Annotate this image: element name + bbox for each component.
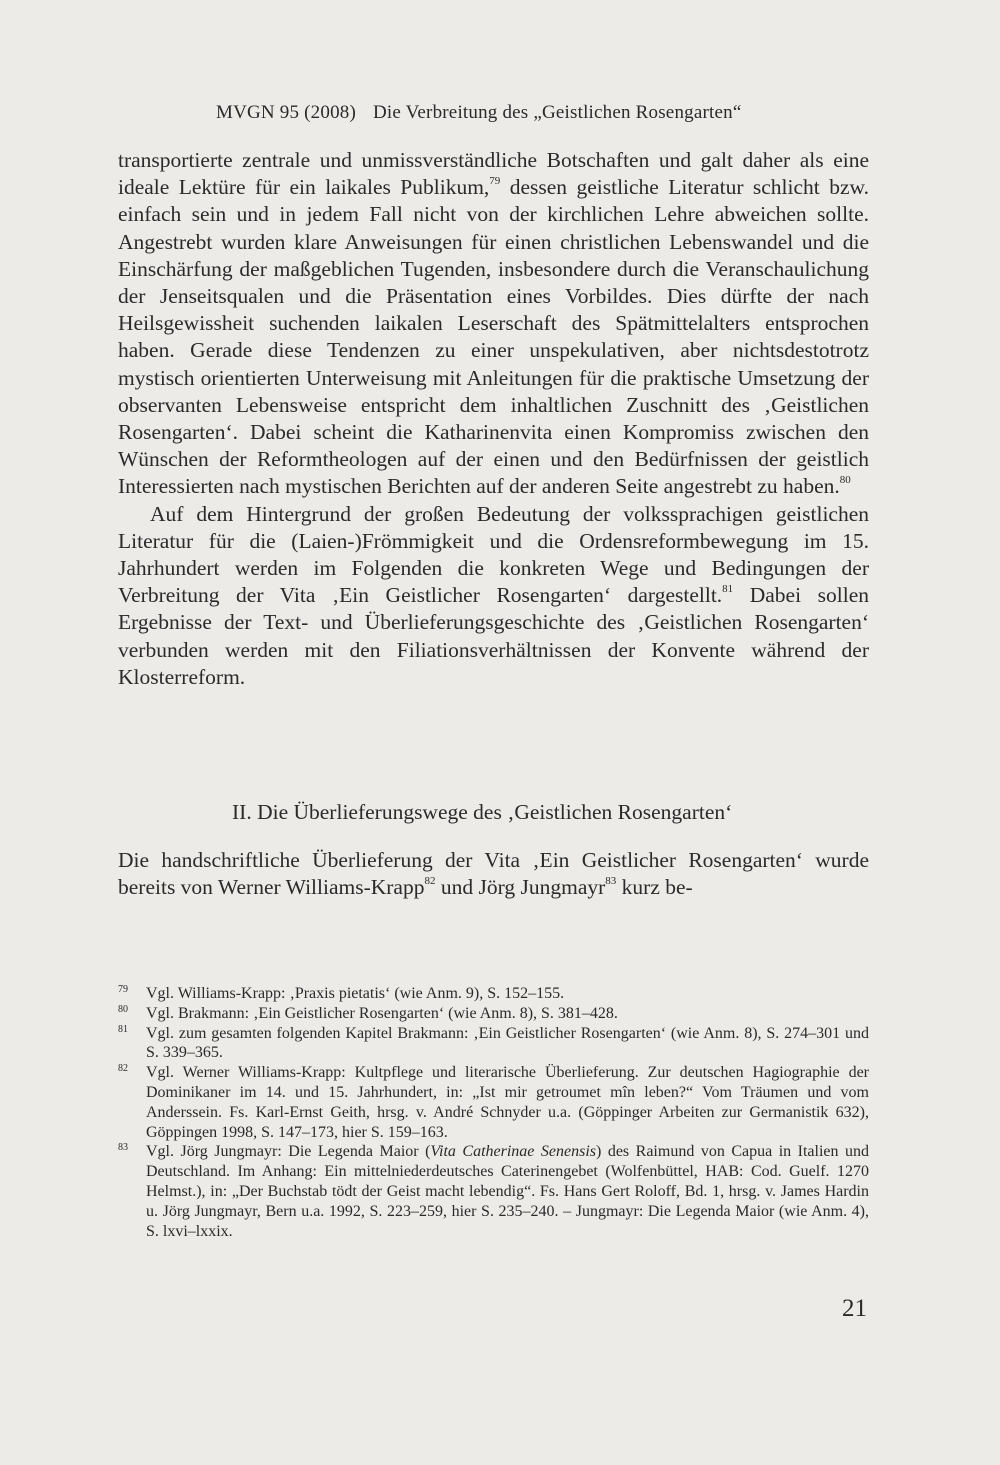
footnote-text: ) des Raimund von Capua in Italien und Deutschland. Im Anhang: Ein mittelniederdeutsches Caterinengebet (Wolfenbüttel, HAB: Cod. Guelf. 1270 Helmst.), in: „Der Buchstab tödt der Geist macht lebendig“. Fs. Hans Gert Roloff, Bd. 1, hrsg. v. James Hardin u. Jörg Jungmayr, Bern u.a. 1992, S. 223–259, hier S. 235–240. – Jungmayr: Die Legenda Maior (wie Anm. 4), S. lxvi–lxxix. — [146, 1143, 870, 1240]
text-segment: dessen geistliche Literatur schlicht bzw. einfach sein und in jedem Fall nicht von der kirchlichen Lehre abweichen sollte. Angestrebt wurden klare Anweisungen für einen christlichen Lebenswandel und die Einschärfung der maßgeblichen Tugenden, insbesondere durch die Veranschaulichung der Jenseitsqualen und die Präsentation eines Vorbildes. Dies dürfte der nach Heilsgewissheit suchenden laikalen Leserschaft des Spätmittelalters entsprochen haben. Gerade diese Tendenzen zu einer unspekulativen, aber nichtsdestotrotz mystisch orientierten Unterweisung mit Anleitungen für die praktische Umsetzung der observanten Lebensweise entspricht dem inhaltlichen Zuschnitt des ‚Geistlichen Rosengarten‘. Dabei scheint die Katharinenvita einen Kompromiss zwischen den Wünschen der Reformtheologen auf der einen und den Bedürfnissen der geistlich Interessierten nach mystischen Berichten auf der anderen Seite angestrebt zu haben. — [118, 175, 869, 499]
footnote — [118, 1024, 869, 1064]
text-segment: und Jörg Jungmayr — [435, 875, 606, 900]
footnote-ref[interactable]: 83 — [605, 875, 617, 888]
footnote-ref[interactable]: 82 — [424, 875, 436, 888]
paragraph — [118, 501, 869, 691]
footnote-number: 80 — [118, 1003, 128, 1015]
paragraph — [118, 147, 869, 501]
text-segment: Dabei sollen Ergebnisse der Text- und Überlieferungsgeschichte des ‚Geistlichen Rosengarten‘ verbunden werden mit den Filiationsverhältnissen der Konvente während der Klosterreform. — [118, 583, 869, 689]
footnote-ref[interactable]: 79 — [489, 175, 501, 188]
footnote-ref[interactable]: 80 — [839, 474, 851, 487]
footnote-italic-title: Vita Catherinae Senensis — [430, 1143, 596, 1161]
footnote-text: Vgl. Williams-Krapp: ‚Praxis pietatis‘ (wie Anm. 9), S. 152–155. — [146, 985, 565, 1002]
footnote — [118, 1004, 869, 1024]
footnote — [118, 1063, 869, 1142]
footnote-text: Vgl. Brakmann: ‚Ein Geistlicher Rosengarten‘ (wie Anm. 8), S. 381–428. — [146, 1004, 618, 1022]
running-title: Die Verbreitung des „Geistlichen Rosengarten“ — [372, 102, 742, 123]
running-head — [216, 102, 741, 124]
footnote — [118, 984, 869, 1004]
text-segment: transportierte zentrale und unmissverständliche Botschaften und galt daher als eine ideale Lektüre für ein laikales Publikum, — [118, 148, 869, 200]
footnote-number: 81 — [118, 1023, 128, 1035]
text-segment: Auf dem Hintergrund der großen Bedeutung der volkssprachigen geistlichen Literatur für die (Laien-)Frömmigkeit und die Ordensreformbewegung im 15. Jahrhundert werden im Folgenden die konkreten Wege und Bedingungen der Verbreitung der Vita ‚Ein Geistlicher Rosengarten‘ dargestellt. — [118, 501, 869, 608]
text-segment: Die handschriftliche Überlieferung der Vita ‚Ein Geistlicher Rosengarten‘ wurde bereits von Werner Williams-Krapp — [118, 848, 869, 900]
footnote-ref[interactable]: 81 — [722, 583, 734, 596]
page-number: 21 — [842, 1295, 867, 1322]
footnote-number: 82 — [118, 1063, 128, 1075]
footnote-number: 83 — [118, 1142, 128, 1154]
paragraph — [118, 847, 869, 901]
footnote-text: Vgl. Jörg Jungmayr: Die Legenda Maior ( — [146, 1143, 431, 1161]
footnote-number: 79 — [118, 984, 128, 995]
footnote-text: Vgl. Werner Williams-Krapp: Kultpflege und literarische Überlieferung. Zur deutschen Hagiographie der Dominikaner im 14. und 15. Jahrhundert, in: „Ist mir getroumet mîn leben?“ Vom Träumen und vom Anderssein. Fs. Karl-Ernst Geith, hrsg. v. André Schnyder u.a. (Göppinger Arbeiten zur Germanistik 632), Göppingen 1998, S. 147–173, hier S. 159–163. — [146, 1064, 869, 1141]
footnote-text: Vgl. zum gesamten folgenden Kapitel Brakmann: ‚Ein Geistlicher Rosengarten‘ (wie Anm. 8), S. 274–301 und S. 339–365. — [146, 1024, 869, 1062]
section-heading: II. Die Überlieferungswege des ‚Geistlichen Rosengarten‘ — [232, 800, 733, 824]
footnotes — [118, 984, 869, 1241]
footnote — [118, 1142, 869, 1241]
journal-reference: MVGN 95 (2008) — [216, 102, 357, 123]
text-segment: kurz be- — [616, 875, 693, 900]
body-text — [118, 147, 869, 691]
